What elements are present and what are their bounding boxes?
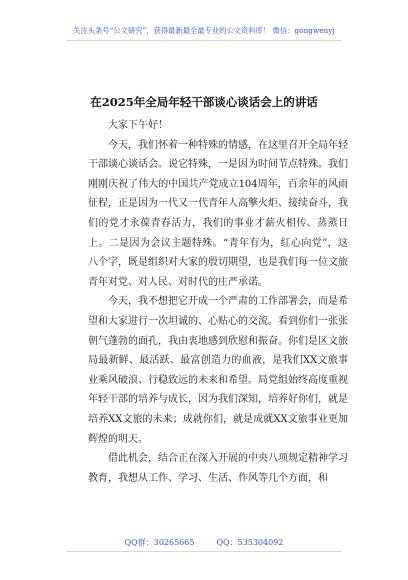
document-body [88, 116, 348, 488]
footer-divider [66, 551, 342, 552]
footer-qq-group: QQ群：30265665 [124, 538, 195, 547]
footer-contact [0, 537, 408, 548]
body-paragraph-1: 今天，我们怀着一种特殊的情感，在这里召开全局年轻干部谈心谈话会。说它特殊，一是因为时间节点特殊。我们刚刚庆祝了伟大的中国共产党成立104周年，百余年的风雨征程，正是因为一代又一代青年人高擎火炬、接续奋斗，我们的党才永葆青春活力，我们的事业才薪火相传、蒸蒸日上。二是因为会议主题特殊。“青年有为，红心向党”，这八个字，既是组织对大家的殷切期望，也是我们每一位文旅青年对党、对人民、对时代的庄严承诺。 [88, 139, 348, 288]
greeting-line: 大家下午好！ [108, 120, 168, 131]
document-title: 在2025年全局年轻干部谈心谈话会上的讲话 [90, 95, 318, 109]
header-promo-note: 关注头条号“公文研究”，获得最新最全最专业的公文资料库！ 微信：gongwenyj [73, 26, 335, 35]
body-paragraph-3: 借此机会，结合正在深入开展的中央八项规定精神学习教育，我想从工作、学习、生活、作风等几个方面，和 [88, 453, 348, 484]
footer-qq-number: QQ：535304092 [216, 538, 284, 547]
body-paragraph-2: 今天，我不想把它开成一个严肃的工作部署会，而是希望和大家进行一次坦诚的、心贴心的交流。看到你们一张张朝气蓬勃的面孔，我由衷地感到欣慰和振奋。你们是区文旅局最新鲜、最活跃、最富创造力的血液，是我们XX文旅事业乘风破浪、行稳致远的未来和希望。局党组始终高度重视年轻干部的培养与成长，因为我们深知，培养好你们，就是培养XX文旅的未来；成就你们，就是成就XX文旅事业更加辉煌的明天。 [88, 296, 348, 445]
header-divider [66, 40, 342, 41]
